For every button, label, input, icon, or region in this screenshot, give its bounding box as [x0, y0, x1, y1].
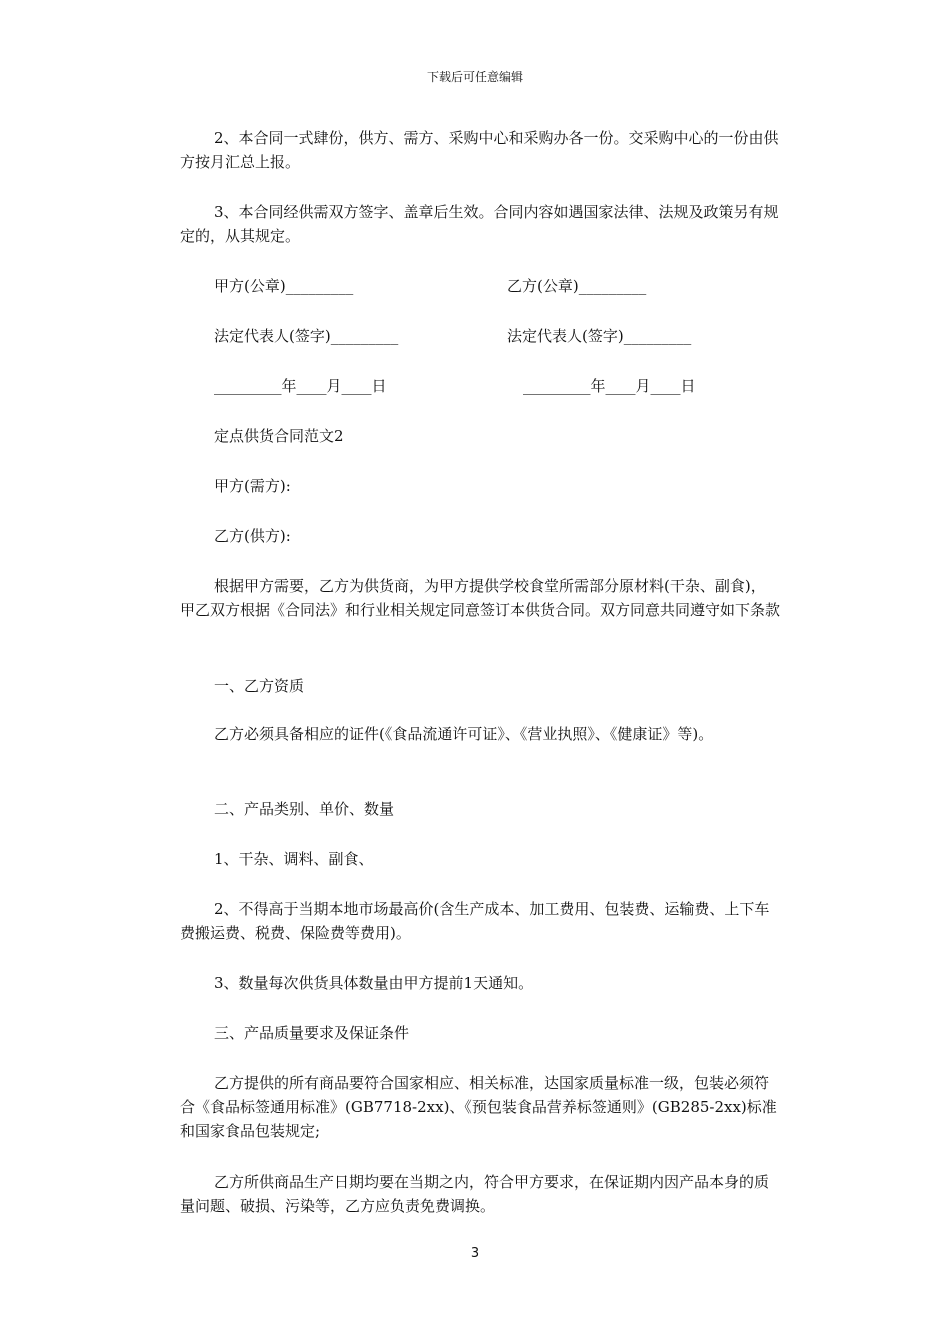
heading-products: 二、产品类别、单价、数量 [214, 800, 395, 818]
signature-row-representative [180, 324, 780, 348]
paragraph-qualification: 乙方必须具备相应的证件(《食品流通许可证》、《营业执照》、《健康证》等)。 [214, 725, 714, 743]
paragraph-intro: 根据甲方需要，乙方为供货商，为甲方提供学校食堂所需部分原材料(干杂、副食)，甲乙双方根据《合同法》和行业相关规定同意签订本供货合同。双方同意共同遵守如下条款 [180, 577, 781, 619]
seal-party-b: 乙方(公章)_________ [507, 277, 647, 295]
item-price: 2、不得高于当期本地市场最高价(含生产成本、加工费用、包装费、运输费、上下车费搬运费、税费、保险费等费用)。 [180, 900, 770, 942]
section-title-sample-2: 定点供货合同范文2 [214, 427, 344, 445]
date-party-a: _________年____月____日 [214, 377, 387, 395]
signature-row-seal [180, 274, 780, 298]
page-number: 3 [470, 1246, 480, 1261]
representative-party-a: 法定代表人(签字)_________ [214, 327, 399, 345]
paragraph-effective: 3、本合同经供需双方签字、盖章后生效。合同内容如遇国家法律、法规及政策另有规定的，从其规定。 [180, 203, 779, 245]
item-quantity: 3、数量每次供货具体数量由甲方提前1天通知。 [214, 974, 534, 992]
page-header: 下载后可任意编辑 [426, 70, 523, 84]
heading-qualification: 一、乙方资质 [214, 677, 305, 695]
date-party-b: _________年____月____日 [523, 377, 696, 395]
seal-party-a: 甲方(公章)_________ [214, 277, 354, 295]
signature-row-date [180, 374, 780, 398]
paragraph-production-date: 乙方所供商品生产日期均要在当期之内，符合甲方要求，在保证期内因产品本身的质量问题、破损、污染等，乙方应负责免费调换。 [180, 1173, 770, 1215]
party-b-line: 乙方(供方): [214, 527, 291, 545]
item-product-types: 1、干杂、调料、副食、 [214, 850, 374, 868]
paragraph-copies: 2、本合同一式肆份，供方、需方、采购中心和采购办各一份。交采购中心的一份由供方按月汇总上报。 [180, 129, 779, 171]
heading-quality: 三、产品质量要求及保证条件 [214, 1024, 410, 1042]
paragraph-quality-standards: 乙方提供的所有商品要符合国家相应、相关标准，达国家质量标准一级，包装必须符合《食品标签通用标准》(GB7718-2xx)、《预包装食品营养标签通则》(GB285-2xx)标准和国家食品包装规定; [180, 1074, 777, 1140]
party-a-line: 甲方(需方): [214, 477, 291, 495]
representative-party-b: 法定代表人(签字)_________ [507, 327, 692, 345]
